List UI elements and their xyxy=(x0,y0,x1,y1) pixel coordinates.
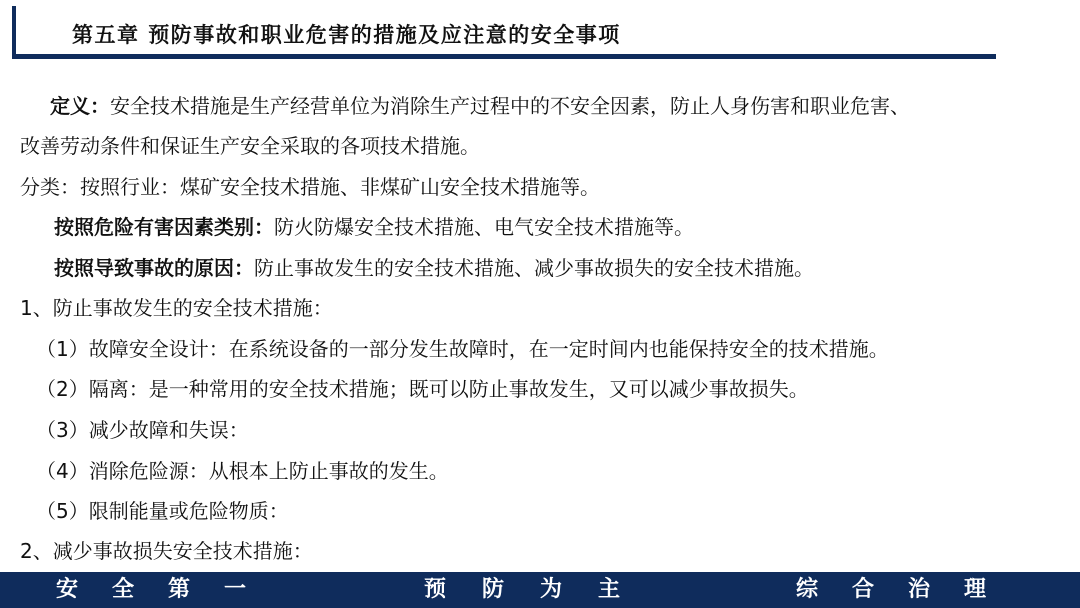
footer-motto-safety-first: 安全第一 xyxy=(56,577,281,602)
by-hazard-text: 防火防爆安全技术措施、电气安全技术措施等。 xyxy=(274,215,694,239)
classification-by-cause xyxy=(54,254,814,282)
header-rule xyxy=(12,54,996,59)
footer-banner xyxy=(0,572,1080,608)
definition-line-1 xyxy=(50,92,910,120)
section1-item-1: （1）故障安全设计：在系统设备的一部分发生故障时，在一定时间内也能保持安全的技术措施。 xyxy=(36,337,889,361)
section1-item-2: （2）隔离：是一种常用的安全技术措施；既可以防止事故发生，又可以减少事故损失。 xyxy=(36,377,809,401)
by-hazard-label: 按照危险有害因素类别： xyxy=(54,215,274,239)
definition-label: 定义： xyxy=(50,94,110,118)
classification-by-hazard xyxy=(54,213,694,241)
footer-motto-prevention: 预防为主 xyxy=(424,577,657,602)
by-cause-text: 防止事故发生的安全技术措施、减少事故损失的安全技术措施。 xyxy=(254,256,814,280)
section1-item-4: （4）消除危险源：从根本上防止事故的发生。 xyxy=(36,459,449,483)
section2-title: 2、减少事故损失安全技术措施： xyxy=(20,539,313,563)
section1-title: 1、防止事故发生的安全技术措施： xyxy=(20,296,333,320)
footer-motto-comprehensive: 综合治理 xyxy=(796,577,1021,602)
header-accent-bar xyxy=(12,6,16,54)
section1-item-3: （3）减少故障和失误： xyxy=(36,418,249,442)
definition-line-2: 改善劳动条件和保证生产安全采取的各项技术措施。 xyxy=(20,134,480,158)
definition-text: 安全技术措施是生产经营单位为消除生产过程中的不安全因素，防止人身伤害和职业危害、 xyxy=(110,94,910,118)
section1-item-5: （5）限制能量或危险物质： xyxy=(36,499,289,523)
by-cause-label: 按照导致事故的原因： xyxy=(54,256,254,280)
chapter-title: 第五章 预防事故和职业危害的措施及应注意的安全事项 xyxy=(72,23,621,47)
classification-intro: 分类：按照行业：煤矿安全技术措施、非煤矿山安全技术措施等。 xyxy=(20,175,600,199)
